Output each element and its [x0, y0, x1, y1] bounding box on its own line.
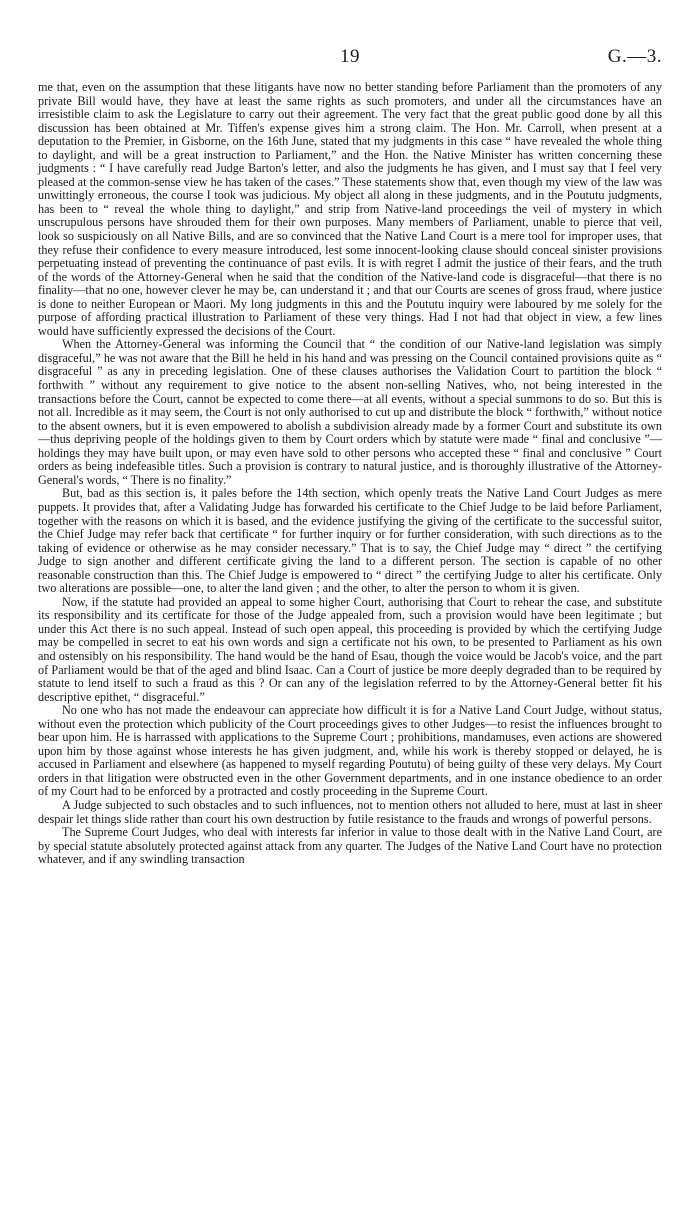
paragraph: me that, even on the assumption that these litigants have now no better standing before Parliament than the promoters of any private Bill would have, they have at least the same rights as such promoters, and under all the circumstances have an irresistible claim to ask the Legislature to carry out their agreement. The very fact that the great public good done by all this discussion has been obtained at Mr. Tiffen's expense gives him a strong claim. The Hon. Mr. Carroll, when present at a deputation to the Premier, in Gisborne, on the 16th June, stated that my judgments in this case “ have revealed the whole thing to daylight, and will be a great instruction to Parliament,” and the Hon. the Native Minister has written concerning these judgments : “ I have carefully read Judge Barton's letter, and also the judgments he has given, and I must say that I feel very pleased at the common-sense view he has taken of the cases.” These statements show that, even though my view of the law was unwittingly erroneous, the course I took was judicious. My object all along in these judgments, and in the Poututu judgments, has been to “ reveal the whole thing to daylight,” and strip from Native-land proceedings the veil of mystery in which unscrupulous persons have shrouded them for their own purposes. Many members of Parliament, unable to pierce that veil, look so suspiciously on all Native Bills, and are so convinced that the Native Land Court is a mere tool for improper uses, that they refuse their confidence to every measure introduced, lest some innocent-looking clause should conceal sinister provisions perpetuating instead of preventing the continuance of past evils. It is with regret I admit the justice of their fears, and the truth of the words of the Attorney-General when he said that the condition of the Native-land code is disgraceful—that there is no finality—that no one, however clever he may be, can understand it ; and that our Courts are scenes of gross fraud, where justice is done to neither European or Maori. My long judgments in this and the Poututu inquiry were laboured by me solely for the purpose of affording practical illustration to Parliament of these very things. Had I not had that object in view, a few lines would have sufficiently expressed the decisions of the Court. — [38, 80, 662, 338]
page-number: 19 — [340, 46, 360, 67]
document-reference: G.—3. — [607, 46, 662, 67]
paragraph: A Judge subjected to such obstacles and to such influences, not to mention others not alluded to here, must at last in sheer despair let things slide rather than court his own destruction by futile resistance to the frauds and wrongs of powerful persons. — [38, 797, 662, 826]
paragraph: When the Attorney-General was informing the Council that “ the condition of our Native-land legislation was simply disgraceful,” he was not aware that the Bill he held in his hand and was pressing on the Council contained provisions quite as “ disgraceful ” as any in preceding legislation. One of these clauses authorises the Validation Court to partition the block “ forthwith ” without any requirement to give notice to the absent non-selling Natives, who, not being interested in the transactions before the Court, cannot be expected to come there—at all events, without a special summons to do so. But this is not all. Incredible as it may seem, the Court is not only authorised to cut up and distribute the block “ forthwith,” without notice to the absent owners, but it is even empowered to abolish a subdivision already made by a former Court and substitute its own—thus depriving people of the holdings given to them by Court orders which by statute were made “ final and conclusive ”—holdings they may have built upon, or may even have sold to other persons who accepted these “ final and conclusive ” Court orders as being indefeasible titles. Such a provision is contrary to natural justice, and is thoroughly illustrative of the Attorney-General's words, “ There is no finality.” — [38, 337, 662, 487]
paragraph: No one who has not made the endeavour can appreciate how difficult it is for a Native Land Court Judge, without status, without even the protection which publicity of the Court proceedings gives to other Judges—to resist the influences brought to bear upon him. He is harrassed with applications to the Supreme Court ; prohibitions, mandamuses, even actions are showered upon him by those against whose interests he has given judgment, and, while his work is thereby stopped or delayed, he is accused in Parliament and elsewhere (as happened to myself regarding Poututu) of being guilty of these very delays. My Court orders in that litigation were obstructed even in the other Government departments, and in one instance obedience to an order of my Court had to be enforced by a protracted and costly proceeding in the Supreme Court. — [38, 703, 662, 799]
body-text — [38, 81, 662, 867]
paragraph: The Supreme Court Judges, who deal with interests far inferior in value to those dealt with in the Native Land Court, are by special statute absolutely protected against attack from any quarter. The Judges of the Native Land Court have no protection whatever, and if any swindling transaction — [38, 825, 662, 867]
paragraph: Now, if the statute had provided an appeal to some higher Court, authorising that Court to rehear the case, and substitute its responsibility and its certificate for those of the Judge appealed from, such a provision would have been legitimate ; but under this Act there is no such appeal. Instead of such open appeal, this proceeding is provided by which the certifying Judge may be compelled in secret to eat his own words and sign a certificate not his own, to be presented to Parliament as his own and ostensibly on his responsibility. The hand would be the hand of Esau, though the voice would be Jacob's voice, and the part of Parliament would be that of the aged and blind Isaac. Can a Court of justice be more deeply degraded than to be required by statute to lend itself to such a fraud as this ? Or can any of the legislation referred to by the Attorney-General better fit his descriptive epithet, “ disgraceful.” — [38, 594, 662, 704]
paragraph: But, bad as this section is, it pales before the 14th section, which openly treats the Native Land Court Judges as mere puppets. It provides that, after a Validating Judge has forwarded his certificate to the Chief Judge to be laid before Parliament, together with the reasons on which it is based, and the evidence justifying the giving of the certificate to the successful suitor, the Chief Judge may refer back that certificate “ for further inquiry or for further consideration, with such directions as to the taking of evidence or otherwise as he may consider necessary.” That is to say, the Chief Judge may “ direct ” the certifying Judge to sign another and different certificate giving the land to a different person. The section is capable of no other reasonable construction than this. The Chief Judge is empowered to “ direct ” the certifying Judge to alter his certificate. Only two alterations are possible—one, to alter the land given ; and the other, to alter the person to whom it is given. — [38, 486, 662, 596]
page-header — [0, 46, 700, 70]
